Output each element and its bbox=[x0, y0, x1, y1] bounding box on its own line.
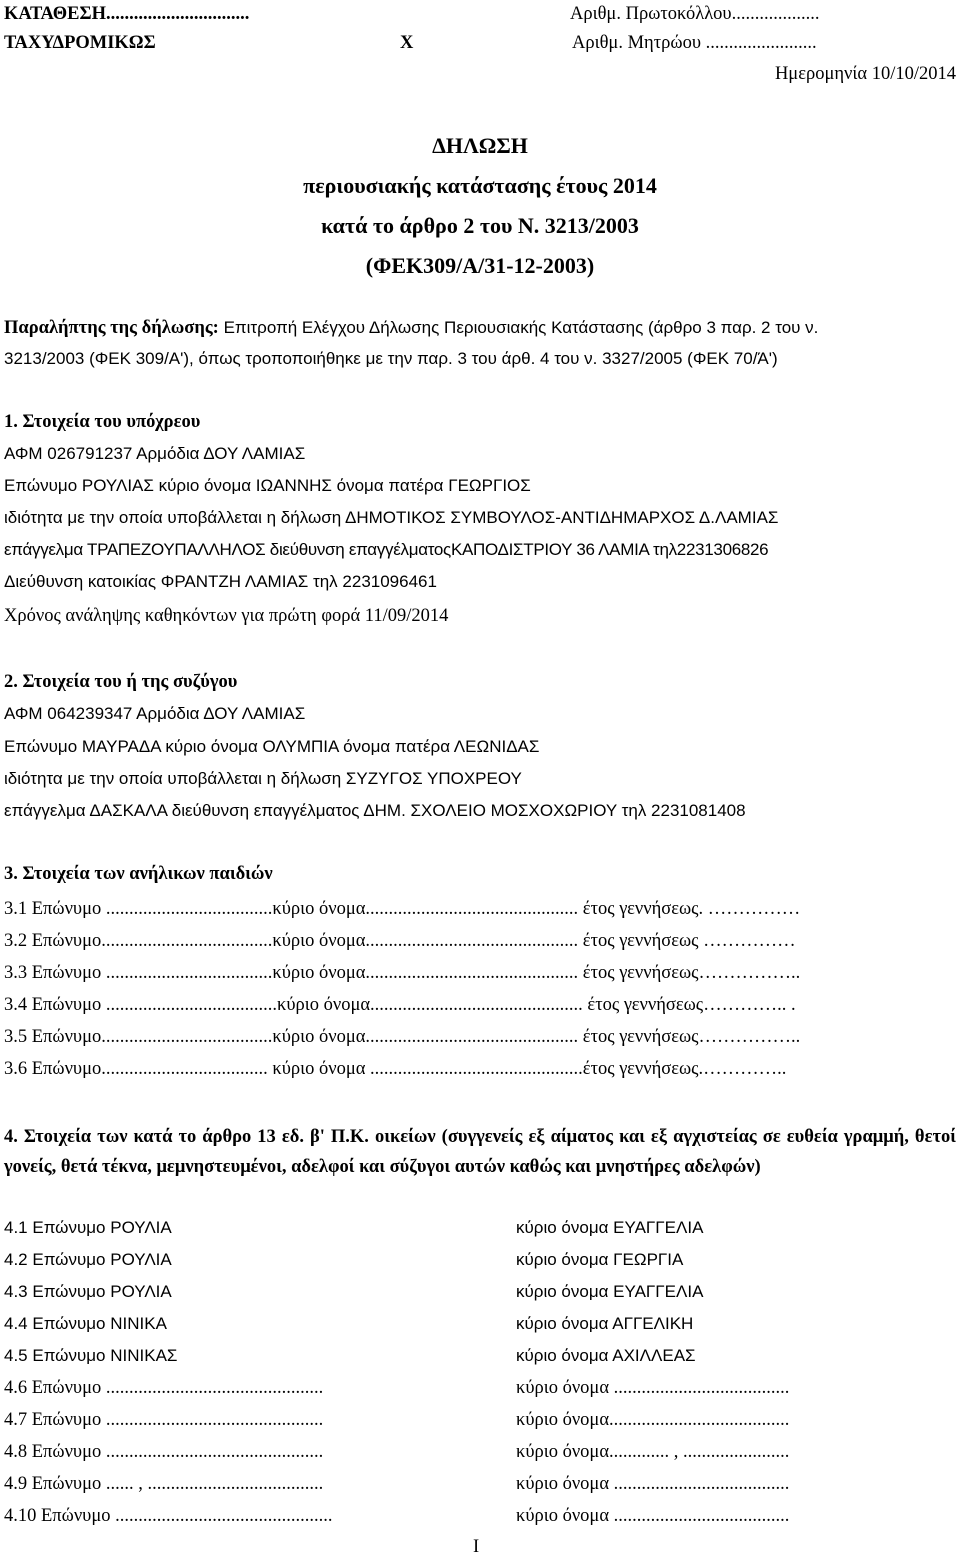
relative-first-name: κύριο όνομα ΕΥΑΓΓΕΛΙΑ bbox=[516, 1218, 704, 1237]
postal-mark: Χ bbox=[400, 33, 414, 53]
child-row: 3.6 Επώνυμο.................................... κύριο όνομα ..............................................έτος γεννήσεως.………….. bbox=[4, 1059, 787, 1079]
section-1-capacity: ιδιότητα με την οποία υποβάλλεται η δήλωση ΔΗΜΟΤΙΚΟΣ ΣΥΜΒΟΥΛΟΣ-ΑΝΤΙΔΗΜΑΡΧΟΣ Δ.ΛΑΜΙΑΣ bbox=[4, 508, 779, 527]
postal-label: ΤΑΧΥΔΡΟΜΙΚΩΣ bbox=[4, 33, 156, 53]
relative-surname: 4.5 Επώνυμο ΝΙΝΙΚΑΣ bbox=[4, 1346, 178, 1365]
section-1-first-time: Χρόνος ανάληψης καθηκόντων για πρώτη φορά 11/09/2014 bbox=[4, 606, 449, 626]
section-2-afm: ΑΦΜ 064239347 Αρμόδια ΔΟΥ ΛΑΜΙΑΣ bbox=[4, 704, 306, 723]
section-2-capacity: ιδιότητα με την οποία υποβάλλεται η δήλωση ΣΥΖΥΓΟΣ ΥΠΟΧΡΕΟΥ bbox=[4, 769, 522, 788]
relative-first-name: κύριο όνομα ΕΥΑΓΓΕΛΙΑ bbox=[516, 1282, 704, 1301]
relative-first-name: κύριο όνομα ...................................... bbox=[516, 1474, 790, 1494]
relative-surname: 4.10 Επώνυμο ............................................... bbox=[4, 1506, 333, 1526]
document-subtitle: περιουσιακής κατάστασης έτους 2014 bbox=[303, 173, 657, 198]
child-row: 3.1 Επώνυμο ....................................κύριο όνομα.............................................. έτος γεννήσεως. …………… bbox=[4, 899, 801, 919]
child-row: 3.5 Επώνυμο.....................................κύριο όνομα.............................................. έτος γεννήσεως…………….. bbox=[4, 1027, 801, 1047]
relative-surname: 4.1 Επώνυμο ΡΟΥΛΙΑ bbox=[4, 1218, 172, 1237]
child-row: 3.2 Επώνυμο.....................................κύριο όνομα.............................................. έτος γεννήσεως …………… bbox=[4, 931, 796, 951]
relative-surname: 4.3 Επώνυμο ΡΟΥΛΙΑ bbox=[4, 1282, 172, 1301]
child-row: 3.3 Επώνυμο ....................................κύριο όνομα.............................................. έτος γεννήσεως…………….. bbox=[4, 963, 801, 983]
section-2-profession: επάγγελμα ΔΑΣΚΑΛΑ διεύθυνση επαγγέλματος ΔΗΜ. ΣΧΟΛΕΙΟ ΜΟΣΧΟΧΩΡΙΟΥ τηλ 2231081408 bbox=[4, 801, 746, 820]
section-1-profession: επάγγελμα ΤΡΑΠΕΖΟΥΠΑΛΛΗΛΟΣ διεύθυνση επαγγέλματοςΚΑΠΟΔΙΣΤΡΙΟΥ 36 ΛΑΜΙΑ τηλ2231306826 bbox=[4, 540, 769, 559]
document-title: ΔΗΛΩΣΗ bbox=[432, 133, 528, 158]
registry-number-label: Αριθμ. Μητρώου ........................ bbox=[572, 33, 817, 53]
section-1-residence: Διεύθυνση κατοικίας ΦΡΑΝΤΖΗ ΛΑΜΙΑΣ τηλ 2231096461 bbox=[4, 572, 437, 591]
section-4-heading: 4. Στοιχεία των κατά το άρθρο 13 εδ. β' Π.Κ. οικείων (συγγενείς εξ αίματος και εξ αγχιστείας σε ευθεία γραμμή, θετοί γονείς, θετά τέκνα, μεμνηστευμένοι, αδελφοί και σύζυγοι αυτών καθώς και μνηστήρες αδελφών) bbox=[4, 1127, 956, 1177]
section-1-heading: 1. Στοιχεία του υπόχρεου bbox=[4, 412, 201, 432]
relative-first-name: κύριο όνομα............. , ....................... bbox=[516, 1442, 790, 1462]
section-1-name: Επώνυμο ΡΟΥΛΙΑΣ κύριο όνομα ΙΩΑΝΝΗΣ όνομα πατέρα ΓΕΩΡΓΙΟΣ bbox=[4, 476, 531, 495]
submission-label: ΚΑΤΑΘΕΣΗ............................... bbox=[4, 4, 250, 24]
relative-first-name: κύριο όνομα ΑΓΓΕΛΙΚΗ bbox=[516, 1314, 694, 1333]
recipient-line-2: 3213/2003 (ΦΕΚ 309/Α'), όπως τροποποιήθηκε με την παρ. 3 του άρθ. 4 του ν. 3327/2005 (ΦΕΚ 70/Ά') bbox=[4, 349, 778, 368]
child-row: 3.4 Επώνυμο .....................................κύριο όνομα.............................................. έτος γεννήσεως………….. . bbox=[4, 995, 796, 1015]
relative-surname: 4.7 Επώνυμο ............................................... bbox=[4, 1410, 324, 1430]
relative-surname: 4.4 Επώνυμο ΝΙΝΙΚΑ bbox=[4, 1314, 167, 1333]
relative-surname: 4.2 Επώνυμο ΡΟΥΛΙΑ bbox=[4, 1250, 172, 1269]
relative-first-name: κύριο όνομα ...................................... bbox=[516, 1378, 790, 1398]
relative-surname: 4.6 Επώνυμο ............................................... bbox=[4, 1378, 324, 1398]
section-3-heading: 3. Στοιχεία των ανήλικων παιδιών bbox=[4, 864, 273, 884]
page-number: Ι bbox=[473, 1537, 480, 1557]
recipient-label: Παραλήπτης της δήλωσης: bbox=[4, 318, 219, 338]
relative-surname: 4.8 Επώνυμο ............................................... bbox=[4, 1442, 324, 1462]
relative-first-name: κύριο όνομα ...................................... bbox=[516, 1506, 790, 1526]
recipient-line-1 bbox=[4, 316, 956, 340]
section-2-name: Επώνυμο ΜΑΥΡΑΔΑ κύριο όνομα ΟΛΥΜΠΙΑ όνομα πατέρα ΛΕΩΝΙΔΑΣ bbox=[4, 737, 540, 756]
document-law-ref: κατά το άρθρο 2 του Ν. 3213/2003 bbox=[321, 213, 639, 238]
recipient-text: Επιτροπή Ελέγχου Δήλωσης Περιουσιακής Κατάστασης (άρθρο 3 παρ. 2 του ν. bbox=[218, 318, 819, 337]
relative-first-name: κύριο όνομα ΑΧΙΛΛΕΑΣ bbox=[516, 1346, 696, 1365]
document-fek-ref: (ΦΕΚ309/Α/31-12-2003) bbox=[365, 253, 595, 278]
section-2-heading: 2. Στοιχεία του ή της συζύγου bbox=[4, 672, 238, 692]
section-1-afm: ΑΦΜ 026791237 Αρμόδια ΔΟΥ ΛΑΜΙΑΣ bbox=[4, 444, 306, 463]
relative-first-name: κύριο όνομα....................................... bbox=[516, 1410, 790, 1430]
relative-first-name: κύριο όνομα ΓΕΩΡΓΙΑ bbox=[516, 1250, 684, 1269]
protocol-number-label: Αριθμ. Πρωτοκόλλου................... bbox=[570, 4, 820, 24]
relative-surname: 4.9 Επώνυμο ...... , ...................................... bbox=[4, 1474, 324, 1494]
declaration-date: Ημερομηνία 10/10/2014 bbox=[774, 64, 956, 84]
